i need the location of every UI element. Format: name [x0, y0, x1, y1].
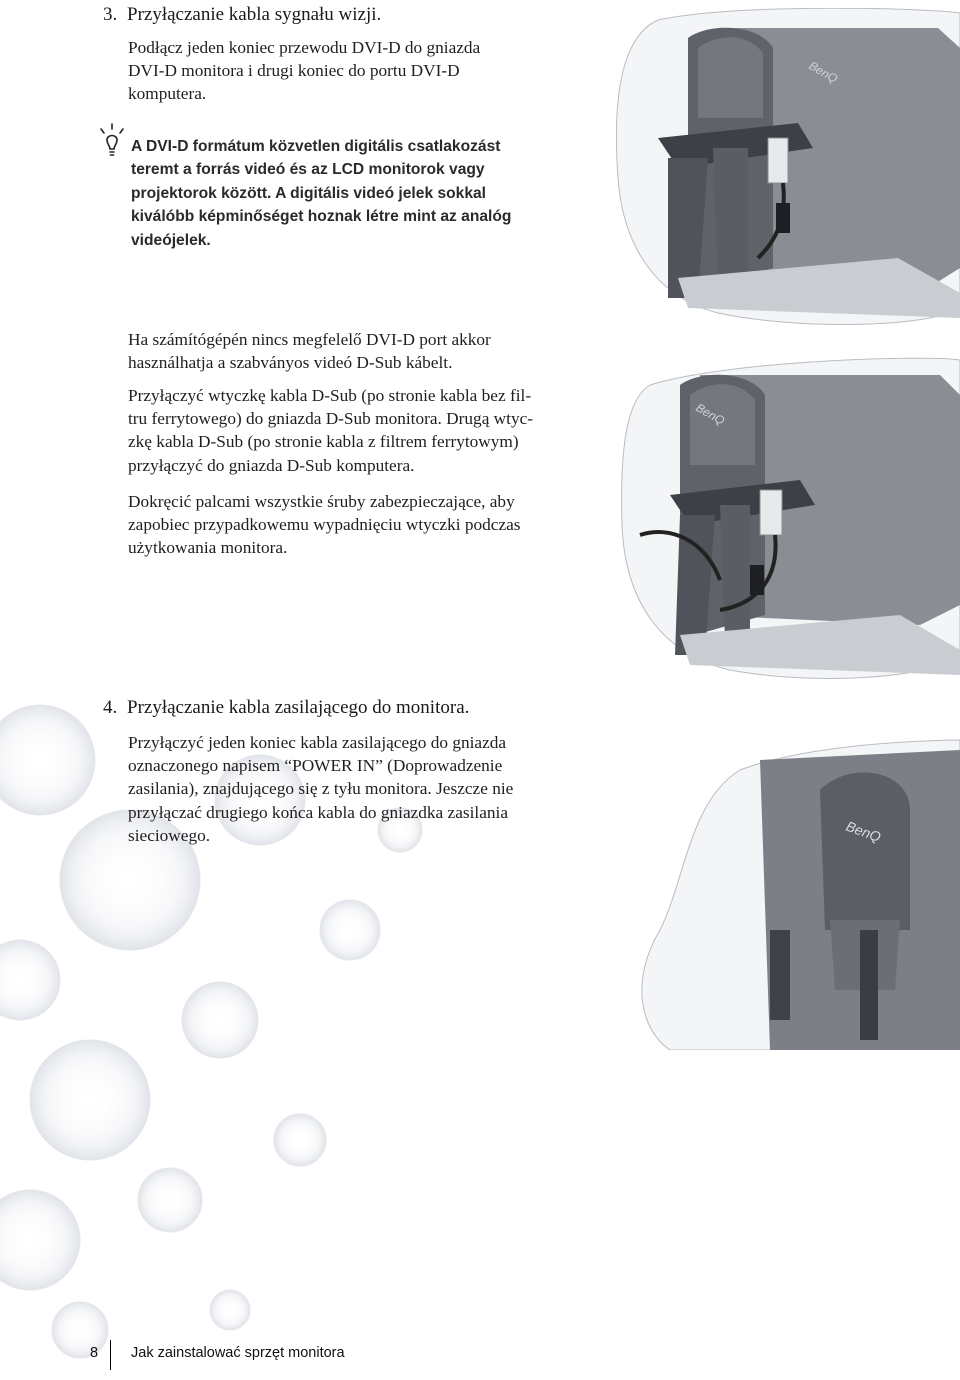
footer-divider	[110, 1340, 111, 1370]
step-3-number: 3.	[103, 4, 118, 25]
power-instructions	[128, 731, 578, 847]
note-line: projektorok között. A digitális videó jelek sokkal	[131, 184, 486, 202]
text-line: zasilania), znajdującego się z tyłu monitora. Jeszcze nie	[128, 779, 514, 799]
brand-logo-3: BenQ	[843, 817, 884, 846]
text-line: használhatja a szabványos videó D-Sub kábelt.	[128, 353, 453, 373]
brand-logo: BenQ	[806, 58, 841, 86]
lightbulb-icon	[97, 122, 127, 162]
text-line: użytkowania monitora.	[128, 538, 288, 558]
text-line: przyłączyć do gniazda D-Sub komputera.	[128, 455, 415, 475]
text-line: Przyłączyć jeden koniec kabla zasilającego do gniazda	[128, 733, 507, 752]
text-line: oznaczonego napisem “POWER IN” (Doprowadzenie	[128, 756, 503, 776]
text-line: tru ferrytowego) do gniazda D-Sub monitora. Drugą wtyc-	[128, 409, 534, 429]
power-connection-photo	[590, 730, 960, 1050]
screw-instructions	[128, 490, 598, 560]
text-line: Dokręcić palcami wszystkie śruby zabezpieczające, aby	[128, 492, 515, 511]
note-line: kiválóbb képminőséget hoznak létre mint az analóg	[131, 208, 512, 226]
text-line: zapobiec przypadkowemu wypadnięciu wtyczki podczas	[128, 515, 521, 535]
text-line: sieciowego.	[128, 825, 211, 845]
step-3-title: Przyłączanie kabla sygnału wizji.	[127, 4, 382, 25]
text-line: Podłącz jeden koniec przewodu DVI-D do gniazda	[128, 38, 481, 57]
dsub-connection-photo	[610, 355, 960, 685]
step-4-title: Przyłączanie kabla zasilającego do monitora.	[127, 697, 470, 718]
note-line: teremt a forrás videó és az LCD monitorok vagy	[131, 161, 485, 179]
step-4-number: 4.	[103, 697, 118, 718]
text-line: Przyłączyć wtyczkę kabla D-Sub (po stronie kabla bez fil-	[128, 386, 532, 405]
dvi-note	[131, 135, 601, 252]
dsub-instructions	[128, 384, 598, 477]
step-4-heading	[103, 696, 469, 719]
text-line: DVI-D monitora i drugi koniec do portu DVI-D	[128, 61, 460, 81]
text-line: przyłączać drugiego końca kabla do gniazdka zasilania	[128, 802, 509, 822]
dvi-connection-photo	[598, 8, 960, 330]
note-line: videójelek.	[131, 231, 211, 249]
text-line: komputera.	[128, 84, 207, 104]
step-3-heading	[103, 3, 381, 26]
text-line: Ha számítógépén nincs megfelelő DVI-D port akkor	[128, 330, 491, 349]
dsub-alternative	[128, 328, 588, 374]
footer-title: Jak zainstalować sprzęt monitora	[131, 1345, 345, 1361]
note-line: A DVI-D formátum közvetlen digitális csatlakozást	[131, 138, 501, 155]
page-number: 8	[90, 1345, 99, 1361]
text-line: zkę kabla D-Sub (po stronie kabla z filtrem ferrytowym)	[128, 432, 519, 452]
brand-logo-2: BenQ	[693, 400, 728, 428]
dvi-instructions	[128, 36, 568, 106]
